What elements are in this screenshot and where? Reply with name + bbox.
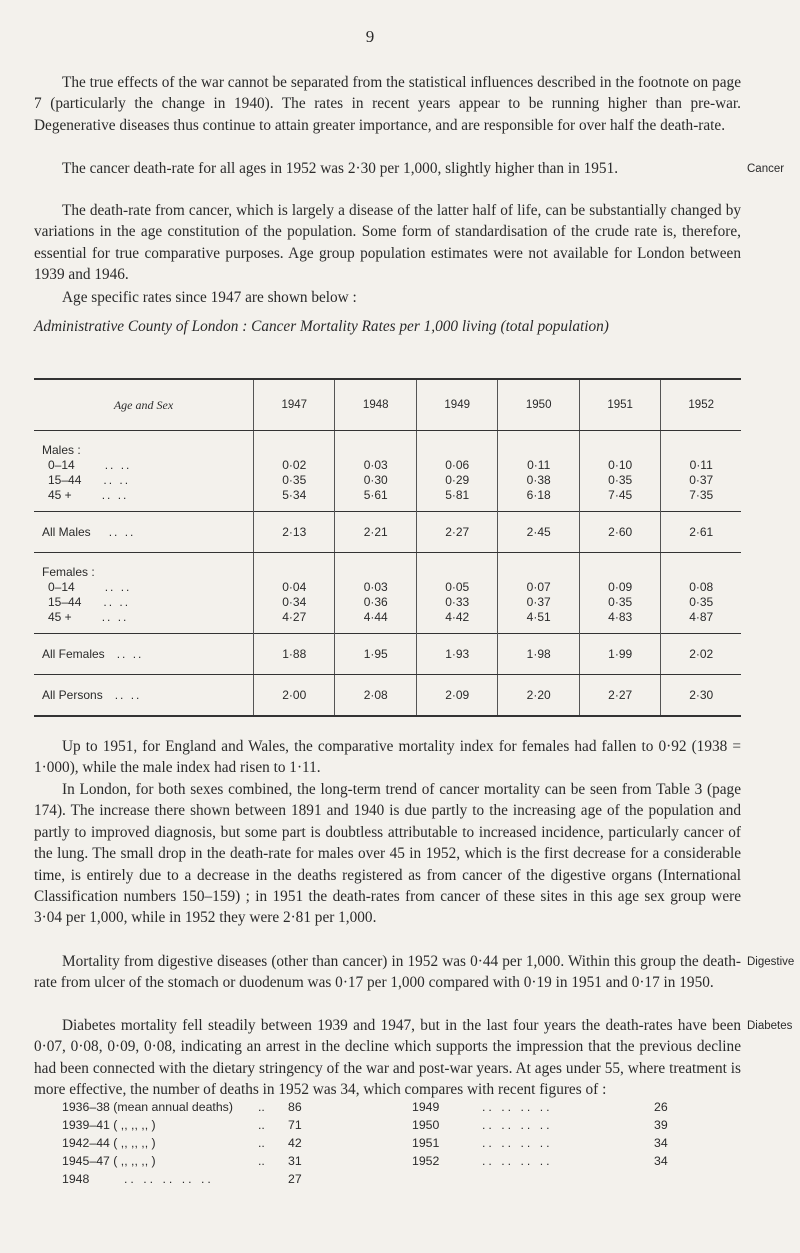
table-cell: 2·13 (254, 512, 335, 553)
paragraph-england-wales-index: Up to 1951, for England and Wales, the comparative mortality index for females had fallen to 0·92 (1938 = 1·000), while the male index had risen to 1·11. (34, 738, 741, 777)
table-cell: 0·08 (661, 580, 741, 595)
table-cell: 7·45 (579, 488, 660, 503)
margin-note-diabetes: Diabetes (747, 1020, 793, 1032)
row-label: 15–44 (48, 595, 82, 609)
males-heading-row (34, 431, 741, 459)
all-males-row: All Males .. .. 2·13 2·21 2·27 2·45 2·60 2·61 (34, 512, 741, 553)
paragraph-age-constitution: The death-rate from cancer, which is largely a disease of the latter half of life, can be substantially changed by variations in the age constitution of the population. Some form of standardisation of the crude rate is, therefore, essential for true comparative purposes. Age group population estimates were not available for London between 1939 and 1946. (34, 202, 741, 284)
row-label: 45 + (48, 610, 72, 624)
col-header-age-sex: Age and Sex (34, 379, 254, 431)
table-cell: 0·34 (254, 595, 335, 610)
figure-value: 31 (288, 1154, 302, 1168)
figure-label: 1936–38 (mean annual deaths) (62, 1100, 233, 1114)
table-cell: 0·11 (498, 458, 579, 473)
table-cell: 4·42 (416, 610, 497, 625)
table-cell: 0·36 (335, 595, 416, 610)
figure-label: 1950 (412, 1118, 440, 1132)
col-header-year: 1951 (579, 379, 660, 431)
table-cell: 5·61 (335, 488, 416, 503)
table-cell: 6·18 (498, 488, 579, 503)
table-cell: 4·83 (579, 610, 660, 625)
table-cell: 4·27 (254, 610, 335, 625)
table-cell: 2·09 (416, 675, 497, 717)
paragraph-diabetes: Diabetes mortality fell steadily between 1939 and 1947, but in the last four years the death-rates have been 0·07, 0·08, 0·09, 0·08, indicating an arrest in the decline which supports the impression that the previous decline had been connected with the dietary stringency of the war and post-war years. At ages under 55, where treatment is more effective, the number of deaths in 1952 was 34, which compares with recent figures of : (34, 1017, 741, 1099)
table-cell: 0·37 (661, 473, 741, 488)
table-row: 15–44 .. .. 0·34 0·36 0·33 0·37 0·35 0·35 (34, 595, 741, 610)
row-label: All Females (42, 646, 105, 661)
table-cell: 2·60 (579, 512, 660, 553)
figure-label: 1948 (62, 1172, 90, 1186)
figure-label: 1951 (412, 1136, 440, 1150)
table-cell: 2·20 (498, 675, 579, 717)
table-cell: 2·45 (498, 512, 579, 553)
cancer-mortality-table (34, 378, 741, 717)
figure-label: 1945–47 ( ,, ,, ,, ) (62, 1154, 156, 1168)
all-females-row: All Females .. .. 1·88 1·95 1·93 1·98 1·99 2·02 (34, 634, 741, 675)
row-label: 45 + (48, 488, 72, 502)
table-cell: 0·35 (579, 473, 660, 488)
paragraph-cancer-rate: The cancer death-rate for all ages in 1952 was 2·30 per 1,000, slightly higher than in 1951. (62, 160, 619, 177)
table-row: 45 + .. .. 5·34 5·61 5·81 6·18 7·45 7·35 (34, 488, 741, 503)
figure-value: 86 (288, 1100, 302, 1114)
table-cell: 0·35 (579, 595, 660, 610)
table-cell: 1·98 (498, 634, 579, 675)
col-header-year: 1948 (335, 379, 416, 431)
table-cell: 0·03 (335, 458, 416, 473)
col-header-year: 1949 (416, 379, 497, 431)
all-persons-row: All Persons .. .. 2·00 2·08 2·09 2·20 2·27 2·30 (34, 675, 741, 717)
col-header-year: 1950 (498, 379, 579, 431)
row-label: 15–44 (48, 473, 82, 487)
figure-value: 71 (288, 1118, 302, 1132)
males-heading: Males : (42, 443, 81, 457)
table-cell: 4·51 (498, 610, 579, 625)
table-cell: 0·30 (335, 473, 416, 488)
table-cell: 2·61 (661, 512, 741, 553)
row-label: All Males (42, 524, 91, 539)
table-cell: 2·27 (579, 675, 660, 717)
table-cell: 0·11 (661, 458, 741, 473)
table-cell: 2·02 (661, 634, 741, 675)
females-heading-row (34, 553, 741, 581)
paragraph-london-trend: In London, for both sexes combined, the long-term trend of cancer mortality can be seen from Table 3 (page 174). The increase there shown between 1891 and 1940 is due partly to the increasing age of the population and partly to improved diagnosis, but some part is doubtless attributable to increased incidence, particularly cancer of the lung. The small drop in the death-rate for males over 45 in 1952, which is the first decrease for a considerable time, is entirely due to a decrease in the deaths registered as from cancer of the digestive organs (International Classification numbers 150–159) ; in 1951 the death-rates from cancer of these sites in this age sex group were 3·04 per 1,000, while in 1952 they were 2·81 per 1,000. (34, 781, 741, 927)
table-cell: 1·99 (579, 634, 660, 675)
figure-label: 1942–44 ( ,, ,, ,, ) (62, 1136, 156, 1150)
figure-label: 1939–41 ( ,, ,, ,, ) (62, 1118, 156, 1132)
table-row: 0–14 .. .. 0·02 0·03 0·06 0·11 0·10 0·11 (34, 458, 741, 473)
table-row: 45 + .. .. 4·27 4·44 4·42 4·51 4·83 4·87 (34, 610, 741, 625)
table-header-row (34, 379, 741, 431)
margin-note-cancer: Cancer (747, 163, 785, 175)
col-header-year: 1952 (661, 379, 741, 431)
table-cell: 0·10 (579, 458, 660, 473)
table-cell: 0·29 (416, 473, 497, 488)
table-cell: 2·08 (335, 675, 416, 717)
figure-value: 27 (288, 1172, 302, 1186)
table-cell: 4·44 (335, 610, 416, 625)
figure-label: 1949 (412, 1100, 440, 1114)
table-cell: 0·03 (335, 580, 416, 595)
table-cell: 0·35 (661, 595, 741, 610)
figure-value: 34 (654, 1154, 668, 1168)
col-header-year: 1947 (254, 379, 335, 431)
table-cell: 0·06 (416, 458, 497, 473)
table-cell: 0·38 (498, 473, 579, 488)
paragraph-age-specific: Age specific rates since 1947 are shown below : (62, 289, 357, 306)
table-cell: 7·35 (661, 488, 741, 503)
table-cell: 0·33 (416, 595, 497, 610)
table-row: 0–14 .. .. 0·04 0·03 0·05 0·07 0·09 0·08 (34, 580, 741, 595)
table-cell: 0·05 (416, 580, 497, 595)
table-cell: 1·93 (416, 634, 497, 675)
table-cell: 1·95 (335, 634, 416, 675)
table-cell: 5·34 (254, 488, 335, 503)
table-caption: Administrative County of London : Cancer Mortality Rates per 1,000 living (total population) (34, 318, 609, 335)
table-cell: 0·04 (254, 580, 335, 595)
figure-value: 39 (654, 1118, 668, 1132)
table-cell: 2·21 (335, 512, 416, 553)
paragraph-war-effects: The true effects of the war cannot be separated from the statistical influences described in the footnote on page 7 (particularly the change in 1940). The rates in recent years appear to be running higher than pre-war. Degenerative diseases thus continue to attain greater importance, and are responsible for over half the death-rate. (34, 74, 741, 134)
margin-note-digestive: Digestive (747, 956, 795, 968)
table-cell: 0·35 (254, 473, 335, 488)
figure-value: 26 (654, 1100, 668, 1114)
paragraph-digestive: Mortality from digestive diseases (other than cancer) in 1952 was 0·44 per 1,000. Within this group the death-rate from ulcer of the stomach or duodenum was 0·17 per 1,000 compared with 0·19 in 1951 and 0·17 in 1950. (34, 953, 741, 992)
table-cell: 0·37 (498, 595, 579, 610)
table-cell: 1·88 (254, 634, 335, 675)
table-cell: 4·87 (661, 610, 741, 625)
table-cell: 5·81 (416, 488, 497, 503)
document-page: 9 The true effects of the war cannot be separated from the statistical influences described in the footnote on page 7 (particularly the change in 1940). The rates in recent years appear to be running higher than pre-war. Degenerative diseases thus continue to attain greater importance, and are responsible for over half the death-rate. The cancer death-rate for all ages in 1952 was 2·30 per 1,000, slightly higher than in 1951. Cancer The death-rate from cancer, which is largely a disease of the latter half of life, can be substantially changed by variations in the age constitution of the population. Some form of standardisation of the crude rate is, therefore, essential for true comparative purposes. Age group population estimates were not available for London between 1939 and 1946. Age specific rates since 1947 are shown below : Administrative County of London : Cancer Mortality Rates per 1,000 living (total population) Age and Sex 1947 1948 1949 1950 1951 1952 Males : 0–14 .. .. 0·02 0·03 0·06 0·11 0·10 0·11 15–44 .. .. 0·35 0·30 0·29 0·38 0·35 0·37 45 + .. .. 5·34 5·61 5·81 6·18 7·45 7·35 All Males .. .. 2·13 2·21 2·27 2·45 2·60 2·61 Females : 0–14 .. .. 0·04 0·03 0·05 0·07 0·09 0·08 15–44 .. .. 0·34 0·36 0·33 0·37 0·35 0·35 45 + .. .. 4·27 4·44 4·42 4·51 4·83 4·87 All Females .. .. 1·88 1·95 1·93 1·98 1·99 2·02 All Persons .. .. 2·00 2·08 2·09 2·20 2·27 2·30 Up to 1951, for England and Wales, the comparative mortality index for females had fallen to 0·92 (1938 = 1·000), while the male index had risen to 1·11. In London, for both sexes combined, the long-term trend of cancer mortality can be seen from Table 3 (page 174). The increase there shown between 1891 and 1940 is due partly to the increasing age of the population and partly to improved diagnosis, but some part is doubtless attributable to increased incidence, particularly cancer of the lung. The small drop in the death-rate for males over 45 in 1952, which is the first decrease for a considerable time, is entirely due to a decrease in the deaths registered as from cancer of the digestive organs (International Classification numbers 150–159) ; in 1951 the death-rates from cancer of these sites in this age sex group were 3·04 per 1,000, while in 1952 they were 2·81 per 1,000. Mortality from digestive diseases (other than cancer) in 1952 was 0·44 per 1,000. Within this group the death-rate from ulcer of the stomach or duodenum was 0·17 per 1,000 compared with 0·19 in 1951 and 0·17 in 1950. Digestive Diabetes mortality fell steadily between 1939 and 1947, but in the last four years the death-rates have been 0·07, 0·08, 0·09, 0·08, indicating an arrest in the decline which supports the impression that the previous decline had been connected with the dietary stringency of the war and post-war years. At ages under 55, where treatment is more effective, the number of deaths in 1952 was 34, which compares with recent figures of : Diabetes 1936–38 (mean annual deaths) .. 86 1949 .. .. .. .. 26 1939–41 ( ,, ,, ,, ) .. 71 1950 .. .. .. .. 39 1942–44 ( ,, ,, ,, ) .. 42 1951 .. .. .. .. 34 1945–47 ( ,, ,, ,, ) .. 31 1952 .. .. .. .. 34 1948 .. .. .. .. .. 27 (0, 0, 800, 1253)
row-label: 0–14 (48, 580, 75, 594)
figure-value: 42 (288, 1136, 302, 1150)
row-label: 0–14 (48, 458, 75, 472)
table-cell: 0·07 (498, 580, 579, 595)
table-cell: 2·00 (254, 675, 335, 717)
table-cell: 0·02 (254, 458, 335, 473)
females-heading: Females : (42, 565, 95, 579)
row-label: All Persons (42, 687, 103, 702)
table-cell: 0·09 (579, 580, 660, 595)
table-cell: 2·27 (416, 512, 497, 553)
page-number: 9 (365, 27, 375, 46)
table-cell: 2·30 (661, 675, 741, 717)
table-row: 15–44 .. .. 0·35 0·30 0·29 0·38 0·35 0·37 (34, 473, 741, 488)
figure-label: 1952 (412, 1154, 440, 1168)
figure-value: 34 (654, 1136, 668, 1150)
